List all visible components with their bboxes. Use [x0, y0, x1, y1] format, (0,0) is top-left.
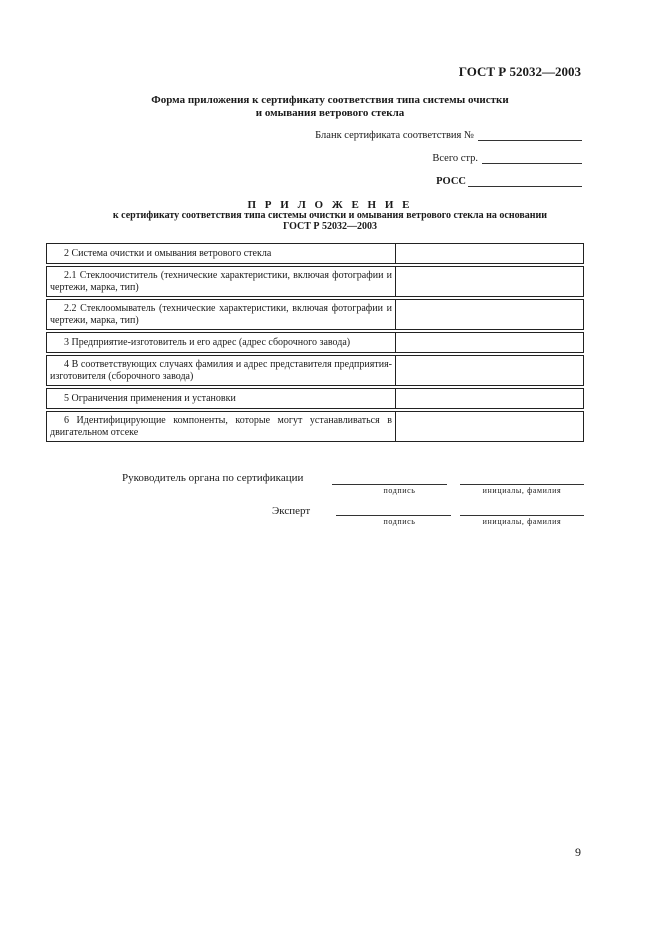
form-title-line-2: и омывания ветрового стекла — [255, 107, 405, 119]
row-value-cell — [396, 389, 584, 409]
certificate-blank-field — [315, 130, 582, 141]
row-label: 3 Предприятие-изготовитель и его адрес (адрес сборочного завода) — [47, 333, 396, 353]
table-row — [47, 267, 584, 297]
row-label: 2.1 Стеклоочиститель (технические характеристики, включая фотографии и чертежи, марка, тип) — [47, 267, 396, 297]
form-title-line-1: Форма приложения к сертификату соответствия типа системы очистки — [151, 94, 509, 106]
table-row — [47, 412, 584, 442]
head-signature-line — [332, 484, 447, 485]
head-signature-caption: подпись — [383, 486, 416, 495]
table-row — [47, 244, 584, 264]
page-number: 9 — [575, 845, 581, 859]
table-row — [47, 389, 584, 409]
row-label: 4 В соответствующих случаях фамилия и адрес представителя предприятия-изготовителя (сборочного завода) — [47, 356, 396, 386]
appendix-heading: П Р И Л О Ж Е Н И Е — [247, 199, 413, 211]
total-pages-label: Всего стр. — [432, 153, 478, 164]
expert-name-line — [460, 515, 584, 516]
head-of-body-label: Руководитель органа по сертификации — [122, 472, 304, 484]
expert-name-caption: инициалы, фамилия — [482, 517, 562, 526]
expert-signature-caption: подпись — [383, 517, 416, 526]
row-value-cell — [396, 356, 584, 386]
row-value-cell — [396, 412, 584, 442]
row-value-cell — [396, 333, 584, 353]
row-value-cell — [396, 267, 584, 297]
appendix-subtitle-line-2: ГОСТ Р 52032—2003 — [282, 221, 377, 232]
row-label: 5 Ограничения применения и установки — [47, 389, 396, 409]
appendix-table — [46, 243, 584, 442]
total-pages-field — [432, 153, 582, 164]
head-name-caption: инициалы, фамилия — [482, 486, 562, 495]
row-label: 6 Идентифицирующие компоненты, которые могут устанавливаться в двигательном отсеке — [47, 412, 396, 442]
expert-label: Эксперт — [272, 505, 311, 517]
total-pages-line — [482, 153, 582, 164]
row-value-cell — [396, 244, 584, 264]
appendix-subtitle-line-1: к сертификату соответствия типа системы очистки и омывания ветрового стекла на основании — [112, 210, 548, 221]
row-value-cell — [396, 300, 584, 330]
certificate-blank-label: Бланк сертификата соответствия № — [315, 130, 474, 141]
certificate-blank-line — [478, 130, 582, 141]
expert-signature-line — [336, 515, 451, 516]
appendix-subtitle — [60, 210, 600, 232]
head-name-line — [460, 484, 584, 485]
form-title — [60, 94, 600, 120]
document-code: ГОСТ Р 52032—2003 — [458, 64, 581, 79]
ross-field — [436, 176, 582, 187]
ross-label: РОСС — [436, 176, 466, 187]
ross-line — [468, 176, 582, 187]
row-label: 2 Система очистки и омывания ветрового стекла — [47, 244, 396, 264]
table-row — [47, 356, 584, 386]
table-row — [47, 300, 584, 330]
table-row — [47, 333, 584, 353]
row-label: 2.2 Стеклоомыватель (технические характеристики, включая фотографии и чертежи, марка, тип) — [47, 300, 396, 330]
